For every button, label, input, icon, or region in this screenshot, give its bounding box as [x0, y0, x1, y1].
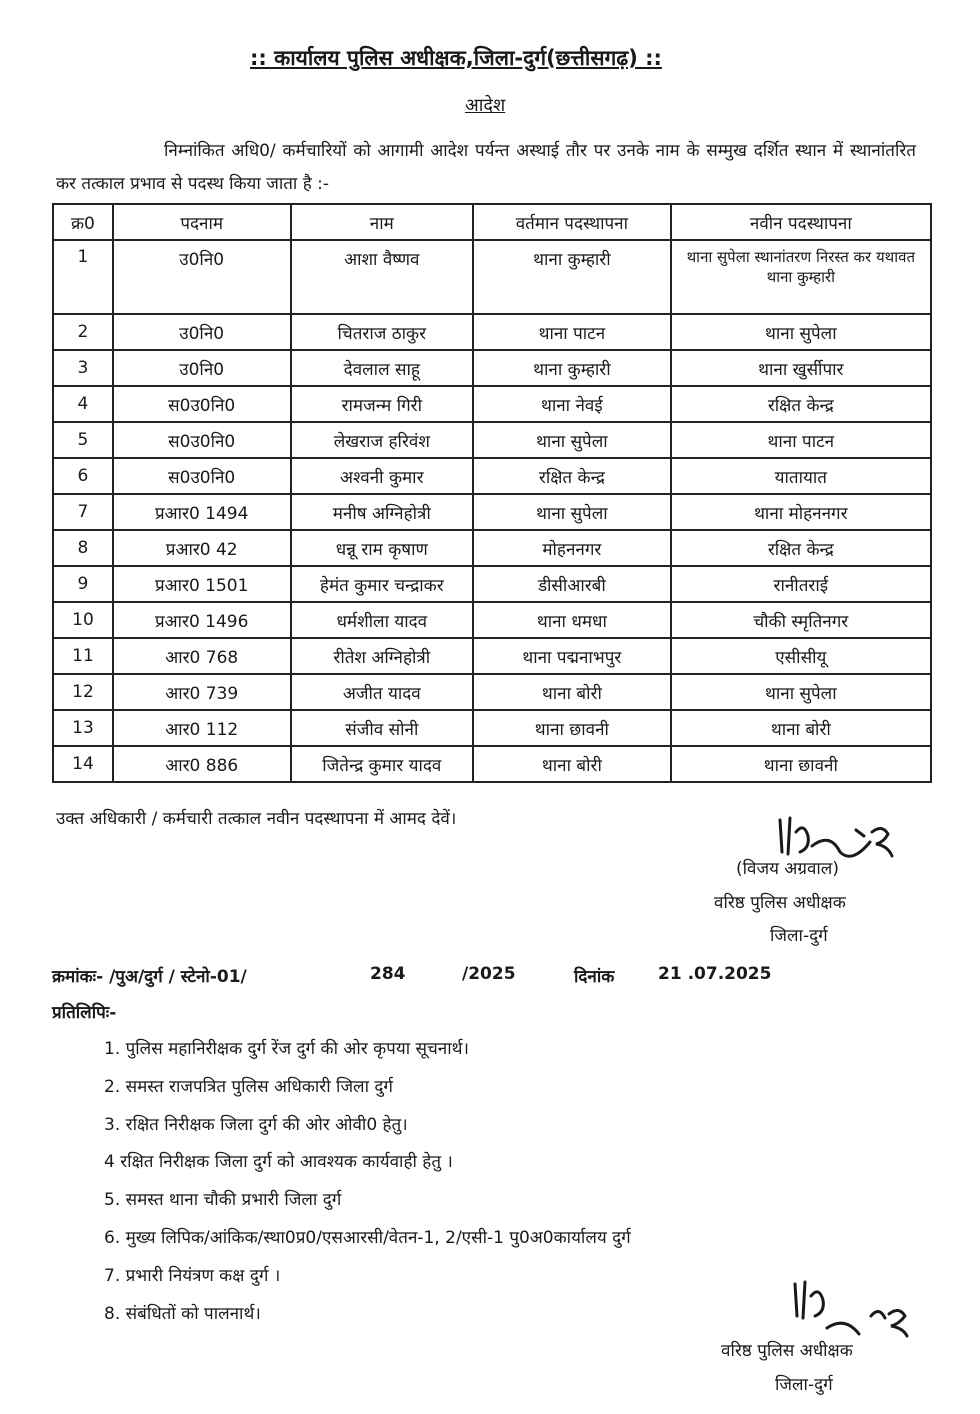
date-label: दिनांक	[574, 967, 615, 987]
copy-to-list	[104, 1036, 631, 1338]
cell-current-posting: थाना नेवई	[473, 386, 671, 422]
cell-rank: आर0 768	[113, 638, 291, 674]
cell-new-posting: यातायात	[671, 458, 931, 494]
cell-serial: 10	[53, 602, 113, 638]
cell-current-posting: थाना कुम्हारी	[473, 240, 671, 314]
signatory-designation: वरिष्ठ पुलिस अधीक्षक	[714, 893, 846, 913]
table-row	[53, 746, 931, 782]
cell-serial: 12	[53, 674, 113, 710]
header-rank: पदनाम	[113, 204, 291, 240]
cell-new-posting: थाना सुपेला	[671, 674, 931, 710]
list-item: 5. समस्त थाना चौकी प्रभारी जिला दुर्ग	[104, 1190, 342, 1211]
cell-current-posting: रक्षित केन्द्र	[473, 458, 671, 494]
cell-new-posting: थाना मोहननगर	[671, 494, 931, 530]
signatory-designation: वरिष्ठ पुलिस अधीक्षक	[721, 1341, 853, 1361]
cell-current-posting: थाना सुपेला	[473, 494, 671, 530]
signature-block-bottom	[715, 1276, 945, 1406]
cell-serial: 14	[53, 746, 113, 782]
cell-rank: प्रआर0 42	[113, 530, 291, 566]
table-row	[53, 350, 931, 386]
cell-current-posting: थाना सुपेला	[473, 422, 671, 458]
cell-new-posting: थाना पाटन	[671, 422, 931, 458]
cell-new-posting: रक्षित केन्द्र	[671, 386, 931, 422]
table-row	[53, 638, 931, 674]
cell-serial: 11	[53, 638, 113, 674]
transfer-table	[52, 203, 932, 783]
cell-current-posting: थाना पद्मनाभपुर	[473, 638, 671, 674]
cell-current-posting: थाना छावनी	[473, 710, 671, 746]
cell-rank: आर0 886	[113, 746, 291, 782]
cell-name: जितेन्द्र कुमार यादव	[291, 746, 474, 782]
cell-rank: आर0 112	[113, 710, 291, 746]
cell-new-posting: थाना सुपेला	[671, 314, 931, 350]
cell-serial: 3	[53, 350, 113, 386]
cell-name: अश्वनी कुमार	[291, 458, 474, 494]
cell-current-posting: थाना कुम्हारी	[473, 350, 671, 386]
reference-year: /2025	[462, 964, 516, 984]
table-row	[53, 494, 931, 530]
list-item: 3. रक्षित निरीक्षक जिला दुर्ग की ओर ओवी0 हेतु।	[104, 1114, 408, 1135]
table-row	[53, 530, 931, 566]
cell-name: धन्नू राम कृषाण	[291, 530, 474, 566]
reference-number: 284	[370, 964, 406, 984]
cell-rank: स0उ0नि0	[113, 386, 291, 422]
signature-block-top	[700, 812, 930, 952]
list-item: 1. पुलिस महानिरीक्षक दुर्ग रेंज दुर्ग की ओर कृपया सूचनार्थ।	[104, 1039, 469, 1059]
cell-current-posting: डीसीआरबी	[473, 566, 671, 602]
joining-instruction: उक्त अधिकारी / कर्मचारी तत्काल नवीन पदस्थापना में आमद देवें।	[56, 809, 457, 829]
cell-new-posting: थाना बोरी	[671, 710, 931, 746]
cell-name: आशा वैष्णव	[291, 240, 474, 314]
cell-serial: 7	[53, 494, 113, 530]
cell-rank: आर0 739	[113, 674, 291, 710]
list-item: 2. समस्त राजपत्रित पुलिस अधिकारी जिला दुर्ग	[104, 1076, 393, 1097]
cell-serial: 4	[53, 386, 113, 422]
cell-name: लेखराज हरिवंश	[291, 422, 474, 458]
cell-current-posting: मोहननगर	[473, 530, 671, 566]
cell-rank: प्रआर0 1494	[113, 494, 291, 530]
cell-new-posting: थाना छावनी	[671, 746, 931, 782]
cell-rank: प्रआर0 1496	[113, 602, 291, 638]
cell-new-posting: थाना सुपेला स्थानांतरण निरस्त कर यथावत थाना कुम्हारी	[671, 240, 931, 314]
table-row	[53, 422, 931, 458]
order-title: आदेश	[465, 95, 506, 116]
cell-current-posting: थाना बोरी	[473, 746, 671, 782]
table-header-row	[53, 204, 931, 240]
cell-rank: उ0नि0	[113, 350, 291, 386]
header-name: नाम	[291, 204, 474, 240]
cell-name: धर्मशीला यादव	[291, 602, 474, 638]
table-row	[53, 240, 931, 314]
handwritten-signature	[775, 1276, 925, 1346]
cell-serial: 1	[53, 240, 113, 314]
table-row	[53, 566, 931, 602]
signatory-district: जिला-दुर्ग	[775, 1375, 833, 1395]
cell-current-posting: थाना बोरी	[473, 674, 671, 710]
cell-new-posting: चौकी स्मृतिनगर	[671, 602, 931, 638]
cell-rank: प्रआर0 1501	[113, 566, 291, 602]
header-new-posting: नवीन पदस्थापना	[671, 204, 931, 240]
cell-new-posting: रक्षित केन्द्र	[671, 530, 931, 566]
cell-current-posting: थाना धमधा	[473, 602, 671, 638]
table-row	[53, 602, 931, 638]
table-row	[53, 458, 931, 494]
cell-serial: 8	[53, 530, 113, 566]
cell-rank: स0उ0नि0	[113, 422, 291, 458]
intro-paragraph: निम्नांकित अधि0/ कर्मचारियों को आगामी आदेश पर्यन्त अस्थाई तौर पर उनके नाम के सम्मुख दर्शित स्थान में स्थानांतरित कर तत्काल प्रभाव से पदस्थ किया जाता है :-	[56, 141, 916, 194]
cell-name: चितराज ठाकुर	[291, 314, 474, 350]
signatory-district: जिला-दुर्ग	[770, 926, 828, 946]
cell-rank: उ0नि0	[113, 314, 291, 350]
list-item: 4 रक्षित निरीक्षक जिला दुर्ग को आवश्यक कार्यवाही हेतु ।	[104, 1152, 453, 1173]
list-item: 6. मुख्य लिपिक/आंकिक/स्था0प्र0/एसआरसी/वेतन-1, 2/एसी-1 पु0अ0कार्यालय दुर्ग	[104, 1227, 631, 1248]
cell-name: रीतेश अग्निहोत्री	[291, 638, 474, 674]
table-row	[53, 386, 931, 422]
cell-new-posting: थाना खुर्सीपार	[671, 350, 931, 386]
cell-rank: उ0नि0	[113, 240, 291, 314]
list-item: 7. प्रभारी नियंत्रण कक्ष दुर्ग ।	[104, 1265, 281, 1286]
header-current-posting: वर्तमान पदस्थापना	[473, 204, 671, 240]
cell-name: अजीत यादव	[291, 674, 474, 710]
cell-serial: 5	[53, 422, 113, 458]
cell-name: मनीष अग्निहोत्री	[291, 494, 474, 530]
cell-new-posting: एसीसीयू	[671, 638, 931, 674]
order-date: 21 .07.2025	[658, 964, 772, 984]
table-row	[53, 710, 931, 746]
signatory-name: (विजय अग्रवाल)	[736, 859, 839, 879]
table-row	[53, 314, 931, 350]
cell-rank: स0उ0नि0	[113, 458, 291, 494]
reference-prefix: क्रमांकः- /पुअ/दुर्ग / स्टेनो-01/	[52, 967, 247, 987]
list-item: 8. संबंधितों को पालनार्थ।	[104, 1303, 261, 1324]
cell-serial: 13	[53, 710, 113, 746]
cell-current-posting: थाना पाटन	[473, 314, 671, 350]
office-title: :: कार्यालय पुलिस अधीक्षक,जिला-दुर्ग(छत्तीसगढ़) ::	[250, 46, 662, 70]
cell-name: रामजन्म गिरी	[291, 386, 474, 422]
copy-to-label: प्रतिलिपिः-	[52, 1003, 117, 1023]
cell-serial: 2	[53, 314, 113, 350]
cell-name: देवलाल साहू	[291, 350, 474, 386]
cell-serial: 6	[53, 458, 113, 494]
cell-new-posting: रानीतराई	[671, 566, 931, 602]
cell-serial: 9	[53, 566, 113, 602]
table-row	[53, 674, 931, 710]
cell-name: हेमंत कुमार चन्द्राकर	[291, 566, 474, 602]
cell-name: संजीव सोनी	[291, 710, 474, 746]
header-serial: क्र0	[53, 204, 113, 240]
